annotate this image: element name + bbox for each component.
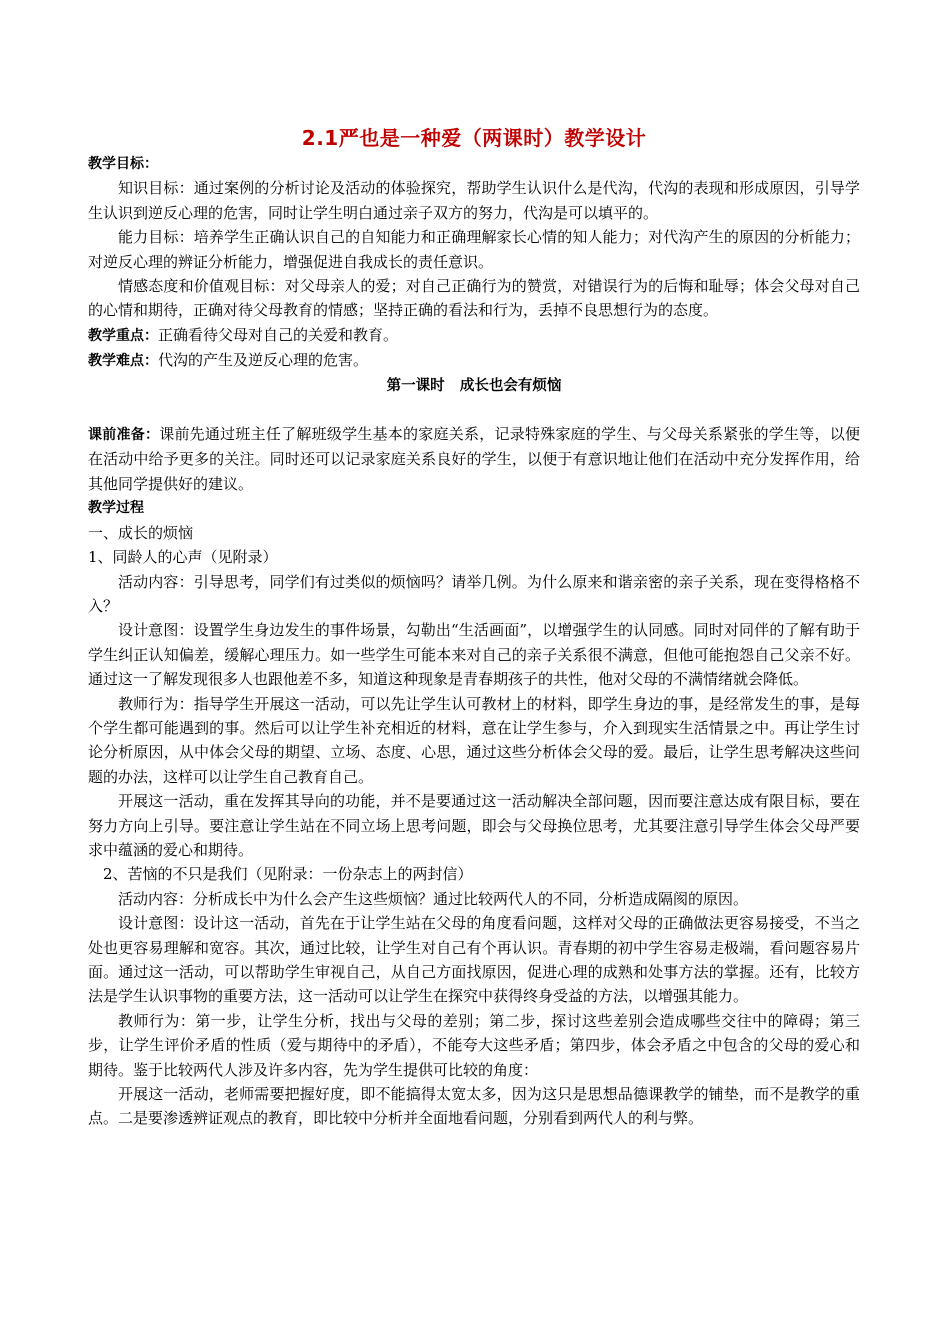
item-1-content: 活动内容：引导思考，同学们有过类似的烦恼吗？请举几例。为什么原来和谐亲密的亲子关系，现在变得格格不入？ — [88, 572, 860, 615]
item-1-heading: 1、同龄人的心声（见附录） — [88, 548, 278, 567]
goal-emotion: 情感态度和价值观目标：对父母亲人的爱；对自己正确行为的赞赏，对错误行为的后悔和耻辱；体会父母对自己的心情和期待，正确对待父母教育的情感；坚持正确的看法和行为，丢掉不良思想行为的态度。 — [88, 277, 860, 320]
key-point — [88, 323, 860, 348]
difficulty-text: 代沟的产生及逆反心理的危害。 — [158, 351, 369, 370]
preparation-label: 课前准备： — [88, 427, 160, 444]
key-point-text: 正确看待父母对自己的关爱和教育。 — [158, 325, 399, 344]
process-heading: 教学过程 — [88, 500, 144, 517]
key-point-label: 教学重点： — [88, 327, 158, 344]
document-page — [88, 124, 860, 1131]
item-2-intent: 设计意图：设计这一活动，首先在于让学生站在父母的角度看问题，这样对父母的正确做法更容易接受，不当之处也更容易理解和宽容。其次，通过比较，让学生对自己有个再认识。青春期的初中学生容易走极端，看问题容易片面。通过这一活动，可以帮助学生审视自己，从自己方面找原因，促进心理的成熟和处事方法的掌握。还有，比较方法是学生认识事物的重要方法，这一活动可以让学生在探究中获得终身受益的方法，以增强其能力。 — [88, 914, 860, 1006]
item-1-teacher: 教师行为：指导学生开展这一活动，可以先让学生认可教材上的材料，即学生身边的事，是经常发生的事，是每个学生都可能遇到的事。然后可以让学生补充相近的材料，意在让学生参与，介入到现实生活情景之中。再让学生讨论分析原因，从中体会父母的期望、立场、态度、心思，通过这些分析体会父母的爱。最后，让学生思考解决这些问题的办法，这样可以让学生自己教育自己。 — [88, 694, 860, 786]
item-1-intent: 设计意图：设置学生身边发生的事件场景，勾勒出“生活画面”，以增强学生的认同感。同时对同伴的了解有助于学生纠正认知偏差，缓解心理压力。如一些学生可能本来对自己的亲子关系很不满意，但他可能抱怨自己父亲不好。通过这一了解发现很多人也跟他差不多，知道这种现象是青春期孩子的共性，他对父母的不满情绪就会降低。 — [88, 621, 860, 689]
item-2-content: 活动内容：分析成长中为什么会产生这些烦恼？通过比较两代人的不同，分析造成隔阂的原因。 — [118, 889, 749, 908]
preparation-text: 课前先通过班主任了解班级学生基本的家庭关系，记录特殊家庭的学生、与父母关系紧张的学生等，以便在活动中给予更多的关注。同时还可以记录家庭关系良好的学生，以便于有意识地让他们在活动中充分发挥作用，给其他同学提供好的建议。 — [88, 425, 860, 493]
lesson1-title: 第一课时 成长也会有烦恼 — [386, 377, 562, 394]
goals-heading: 教学目标： — [88, 156, 158, 172]
document-title: 2.1严也是一种爱（两课时）教学设计 — [301, 126, 647, 150]
item-2-heading: 2、苦恼的不只是我们（见附录：一份杂志上的两封信） — [103, 865, 473, 884]
item-2-teacher: 教师行为：第一步，让学生分析，找出与父母的差别；第二步，探讨这些差别会造成哪些交往中的障碍；第三步，让学生评价矛盾的性质（爱与期待中的矛盾），不能夸大这些矛盾；第四步，体会矛盾之中包含的父母的爱心和期待。鉴于比较两代人涉及许多内容，先为学生提供可比较的角度： — [88, 1011, 860, 1079]
item-2-note: 开展这一活动，老师需要把握好度，即不能搞得太宽太多，因为这只是思想品德课教学的铺垫，而不是教学的重点。二是要渗透辨证观点的教育，即比较中分析并全面地看问题，分别看到两代人的利与弊。 — [88, 1085, 860, 1128]
goal-knowledge: 知识目标：通过案例的分析讨论及活动的体验探究，帮助学生认识什么是代沟，代沟的表现和形成原因，引导学生认识到逆反心理的危害，同时让学生明白通过亲子双方的努力，代沟是可以填平的。 — [88, 179, 860, 222]
difficulty-label: 教学难点： — [88, 353, 158, 370]
goal-ability: 能力目标：培养学生正确认识自己的自知能力和正确理解家长心情的知人能力；对代沟产生的原因的分析能力；对逆反心理的辨证分析能力，增强促进自我成长的责任意识。 — [88, 228, 860, 271]
item-1-note: 开展这一活动，重在发挥其导向的功能，并不是要通过这一活动解决全部问题，因而要注意达成有限目标，要在努力方向上引导。要注意让学生站在不同立场上思考问题，即会与父母换位思考，尤其要注意引导学生体会父母严要求中蕴涵的爱心和期待。 — [88, 792, 860, 859]
difficulty-point — [88, 348, 860, 373]
preparation — [88, 422, 860, 496]
section-1-heading: 一、成长的烦恼 — [88, 523, 194, 542]
